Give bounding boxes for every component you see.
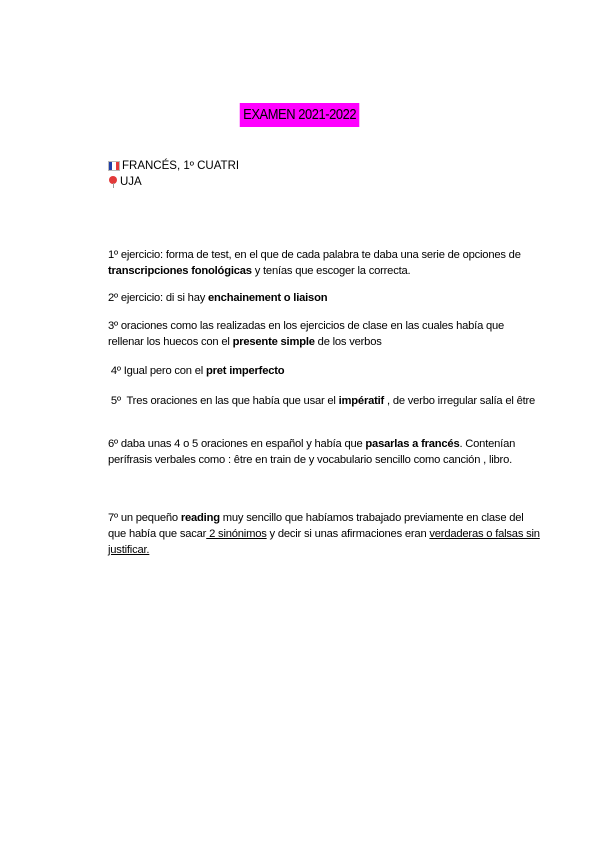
exercise-6-text-end: . Contenían perífrasis verbales como : être en train de y vocabulario sencillo como canción , libro. [108, 438, 516, 466]
exercise-2 [108, 290, 540, 306]
exercise-3-text-end: de los verbos [314, 336, 382, 348]
exercise-4-bold: pret imperfecto [205, 365, 285, 377]
exercise-1-text: 1º ejercicio: forma de test, en el que de cada palabra te daba una serie de opciones de [108, 249, 521, 261]
exercise-7-text: 7º un pequeño [108, 512, 181, 524]
exercise-1 [108, 247, 540, 279]
exercise-5-bold: impératif [338, 395, 385, 407]
exercise-5-text: 5º Tres oraciones en las que había que usar el [108, 395, 339, 407]
exercise-2-bold: enchainement o liaison [208, 292, 328, 304]
exercise-7-underline-truefalse: verdaderas o falsas sin justificar. [108, 528, 540, 556]
location-line [108, 174, 239, 190]
exercise-2-text: 2º ejercicio: di si hay [108, 292, 209, 304]
exercise-1-text-end: y tenías que escoger la correcta. [251, 265, 411, 277]
france-flag-icon [108, 161, 120, 171]
exercise-5 [108, 393, 540, 409]
course-label: FRANCÉS, 1º CUATRI [122, 160, 240, 172]
exercise-4-text: 4º Igual pero con el [108, 365, 206, 377]
exercise-6 [108, 436, 540, 468]
pushpin-icon [108, 176, 118, 188]
exercise-7-text-mid: muy sencillo que habíamos trabajado previamente en clase del que había que sacar [108, 512, 524, 540]
exercise-6-text: 6º daba unas 4 o 5 oraciones en español y había que [108, 438, 366, 450]
exercise-3-bold: presente simple [232, 336, 315, 348]
exercise-7 [108, 510, 540, 558]
exercise-7-underline-synonyms: 2 sinónimos [206, 528, 267, 540]
exercise-3-text: 3º oraciones como las realizadas en los ejercicios de clase en las cuales había que rellenar los huecos con el [108, 320, 505, 348]
title-container [0, 103, 600, 127]
exercise-6-bold: pasarlas a francés [365, 438, 460, 450]
exercise-1-bold: transcripciones fonológicas [108, 265, 252, 277]
course-meta [108, 158, 239, 190]
exercise-4 [108, 363, 540, 379]
exercise-7-bold: reading [180, 512, 220, 524]
exercise-5-text-end: , de verbo irregular salía el être [384, 395, 536, 407]
course-line [108, 158, 239, 174]
exam-title: EXAMEN 2021-2022 [240, 103, 360, 127]
location-label: UJA [120, 176, 142, 188]
exercise-3 [108, 318, 540, 350]
exercise-7-text-mid2: y decir si unas afirmaciones eran [266, 528, 430, 540]
